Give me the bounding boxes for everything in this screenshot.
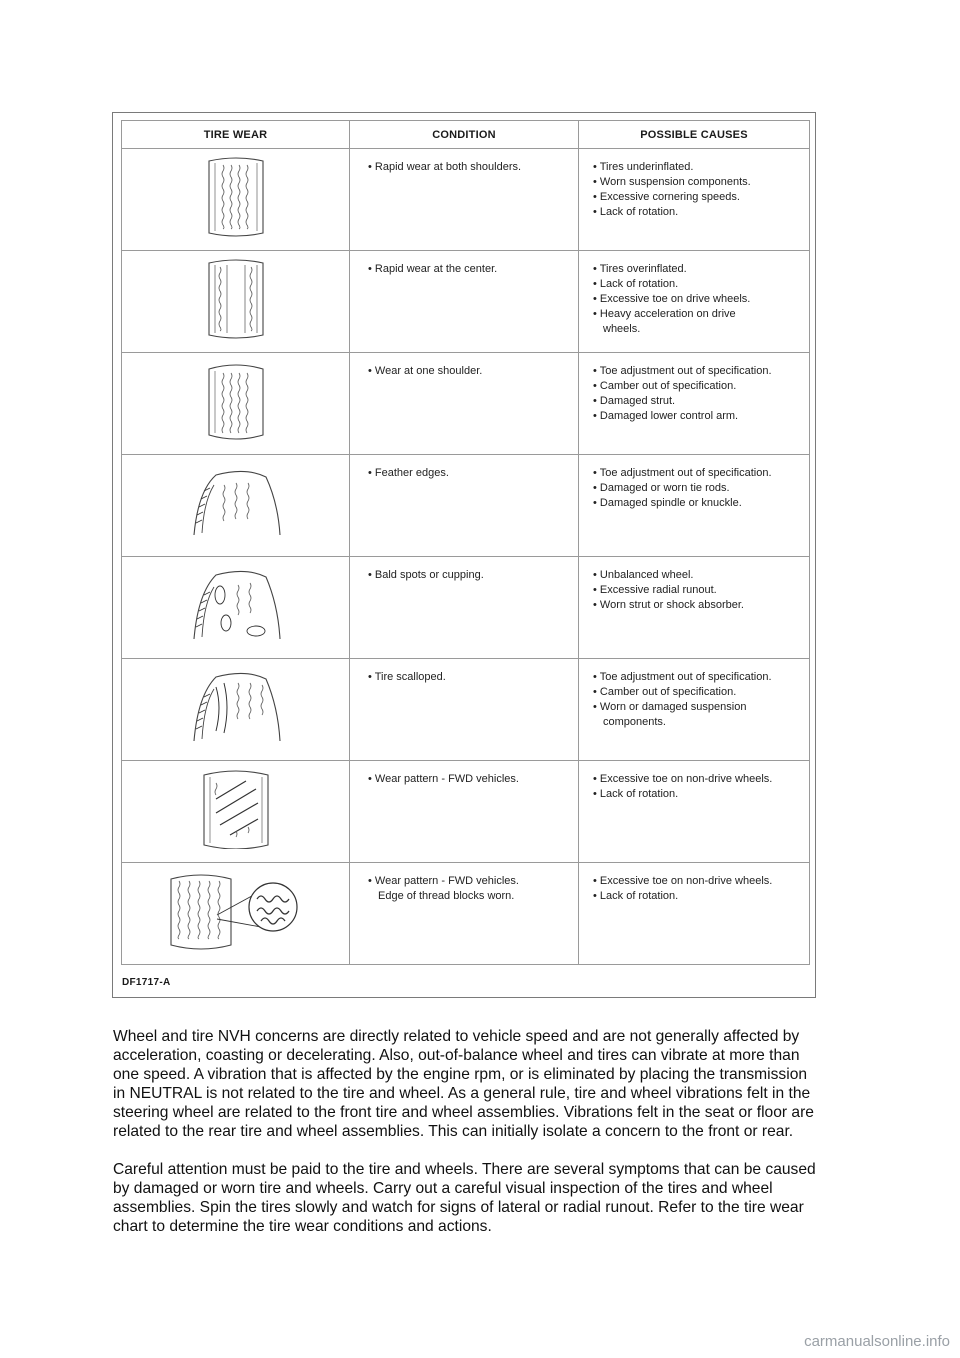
- tire-image-cell: [122, 149, 350, 251]
- table-row: [122, 455, 810, 557]
- watermark: carmanualsonline.info: [804, 1333, 950, 1350]
- causes-cell: [579, 863, 810, 965]
- tire-scalloped-icon: [186, 667, 286, 747]
- cause-line: • Damaged spindle or knuckle.: [593, 497, 742, 509]
- cause-line: • Lack of rotation.: [593, 278, 679, 290]
- cause-line: • Toe adjustment out of specification.: [593, 365, 772, 377]
- cause-line: • Lack of rotation.: [593, 788, 679, 800]
- cause-line: • Heavy acceleration on drive: [593, 308, 736, 320]
- table-row: [122, 149, 810, 251]
- cause-line: • Tires underinflated.: [593, 161, 694, 173]
- tire-center-wear-icon: [201, 259, 271, 339]
- tire-image-cell: [122, 761, 350, 863]
- cause-line: • Damaged or worn tie rods.: [593, 482, 730, 494]
- cause-line: • Lack of rotation.: [593, 206, 679, 218]
- cause-line: • Toe adjustment out of specification.: [593, 671, 772, 683]
- cause-line: • Damaged strut.: [593, 395, 676, 407]
- table-row: [122, 557, 810, 659]
- cause-line: • Worn suspension components.: [593, 176, 751, 188]
- text-line: one speed. A vibration that is affected by the engine rpm, or is eliminated by placing the transmission: [113, 1066, 808, 1083]
- cause-line: • Unbalanced wheel.: [593, 569, 694, 581]
- condition-line: • Feather edges.: [368, 467, 449, 479]
- tire-image-cell: [122, 659, 350, 761]
- cause-line: • Worn strut or shock absorber.: [593, 599, 744, 611]
- cause-line: • Camber out of specification.: [593, 380, 737, 392]
- text-line: assemblies. Spin the tires slowly and watch for signs of lateral or radial runout. Refer to the tire wear: [113, 1199, 804, 1216]
- text-line: steering wheel are related to the front tire and wheel assemblies. Vibrations felt in the seat or floor are: [113, 1104, 814, 1121]
- cause-line: • Excessive toe on drive wheels.: [593, 293, 751, 305]
- condition-cell: [350, 761, 579, 863]
- paragraph-nvh: [113, 1027, 843, 1141]
- condition-line: • Rapid wear at the center.: [368, 263, 498, 275]
- figure-id: DF1717-A: [122, 977, 171, 988]
- causes-cell: [579, 455, 810, 557]
- cause-line: • Camber out of specification.: [593, 686, 737, 698]
- causes-cell: [579, 353, 810, 455]
- tire-fwd-pattern-icon: [196, 769, 276, 849]
- condition-line: • Wear pattern - FWD vehicles.: [368, 773, 519, 785]
- tire-block-edge-icon: [161, 871, 311, 951]
- text-line: Careful attention must be paid to the tire and wheels. There are several symptoms that can be caused: [113, 1161, 816, 1178]
- tire-image-cell: [122, 353, 350, 455]
- condition-cell: [350, 251, 579, 353]
- condition-line: • Rapid wear at both shoulders.: [368, 161, 522, 173]
- tire-image-cell: [122, 557, 350, 659]
- text-line: related to the rear tire and wheel assemblies. This can initially isolate a concern to the front or rear.: [113, 1123, 794, 1140]
- cause-line: • Worn or damaged suspension: [593, 701, 747, 713]
- causes-cell: [579, 251, 810, 353]
- table-row: [122, 353, 810, 455]
- causes-cell: [579, 659, 810, 761]
- tire-image-cell: [122, 455, 350, 557]
- causes-cell: [579, 557, 810, 659]
- table-row: [122, 863, 810, 965]
- cause-line: components.: [603, 716, 666, 728]
- text-line: in NEUTRAL is not related to the tire and wheel. As a general rule, tire and wheel vibrations felt in the: [113, 1085, 811, 1102]
- header-condition: CONDITION: [350, 121, 579, 149]
- causes-cell: [579, 149, 810, 251]
- text-line: Wheel and tire NVH concerns are directly related to vehicle speed and are not generally affected by: [113, 1028, 800, 1045]
- header-tire-wear: TIRE WEAR: [122, 121, 350, 149]
- tire-image-cell: [122, 863, 350, 965]
- cause-line: • Lack of rotation.: [593, 890, 679, 902]
- text-line: chart to determine the tire wear conditions and actions.: [113, 1218, 492, 1235]
- cause-line: • Damaged lower control arm.: [593, 410, 739, 422]
- table-row: [122, 761, 810, 863]
- condition-cell: [350, 455, 579, 557]
- cause-line: • Toe adjustment out of specification.: [593, 467, 772, 479]
- tire-one-shoulder-icon: [201, 361, 271, 441]
- cause-line: • Tires overinflated.: [593, 263, 687, 275]
- condition-line: • Bald spots or cupping.: [368, 569, 484, 581]
- cause-line: • Excessive toe on non-drive wheels.: [593, 773, 773, 785]
- cause-line: • Excessive cornering speeds.: [593, 191, 740, 203]
- tire-wear-table: [121, 120, 810, 965]
- cause-line: • Excessive toe on non-drive wheels.: [593, 875, 773, 887]
- condition-cell: [350, 557, 579, 659]
- table-row: [122, 251, 810, 353]
- condition-line: Edge of thread blocks worn.: [378, 890, 515, 902]
- condition-line: • Wear pattern - FWD vehicles.: [368, 875, 519, 887]
- text-line: acceleration, coasting or decelerating. Also, out-of-balance wheel and tires can vibrate at more than: [113, 1047, 800, 1064]
- condition-cell: [350, 863, 579, 965]
- condition-line: • Tire scalloped.: [368, 671, 446, 683]
- paragraph-inspection: [113, 1160, 843, 1236]
- text-line: by damaged or worn tire and wheels. Carry out a careful visual inspection of the tires and wheel: [113, 1180, 773, 1197]
- tire-image-cell: [122, 251, 350, 353]
- condition-line: • Wear at one shoulder.: [368, 365, 483, 377]
- tire-cupping-icon: [186, 565, 286, 645]
- condition-cell: [350, 659, 579, 761]
- table-row: [122, 659, 810, 761]
- cause-line: • Excessive radial runout.: [593, 584, 717, 596]
- condition-cell: [350, 149, 579, 251]
- causes-cell: [579, 761, 810, 863]
- tire-wear-figure: [112, 112, 816, 998]
- tire-shoulder-wear-icon: [201, 157, 271, 237]
- tire-feather-edge-icon: [186, 463, 286, 543]
- cause-line: wheels.: [603, 323, 641, 335]
- condition-cell: [350, 353, 579, 455]
- table-header-row: [122, 121, 810, 149]
- header-possible-causes: POSSIBLE CAUSES: [579, 121, 810, 149]
